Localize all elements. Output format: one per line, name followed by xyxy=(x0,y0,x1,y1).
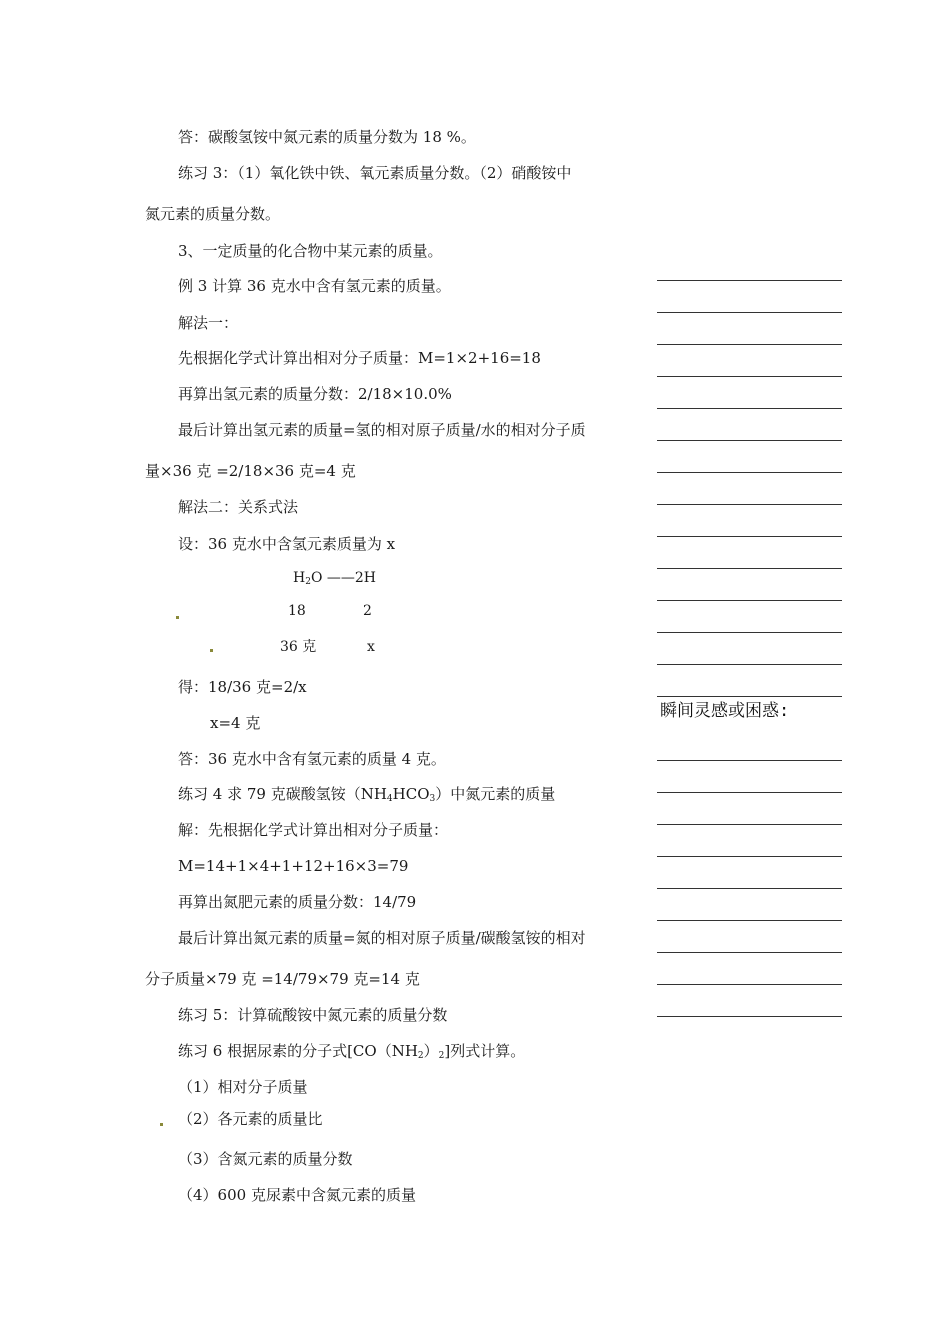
exercise-6-sub-2: 2 xyxy=(438,1051,445,1061)
exercise-6-sub-1: 2 xyxy=(417,1051,424,1061)
solution-step-1-formula: M=14+1×4+1+12+16×3=79 xyxy=(178,857,409,875)
note-line xyxy=(657,952,842,953)
relation-row-2-b: x xyxy=(367,639,375,655)
exercise-6-item-4: （4）600 克尿素中含氮元素的质量 xyxy=(178,1186,416,1204)
exercise-6 xyxy=(178,1041,525,1066)
relation-h: H xyxy=(293,570,306,586)
exercise-6-item-2: （2）各元素的质量比 xyxy=(178,1110,323,1128)
exercise-4-sub-2: 3 xyxy=(429,794,436,804)
note-line xyxy=(657,600,842,601)
note-line xyxy=(657,408,842,409)
note-line xyxy=(657,376,842,377)
relation-rest: O ——2H xyxy=(310,570,376,586)
answer-line-2: 答：36 克水中含有氢元素的质量 4 克。 xyxy=(178,750,446,768)
section-3-heading: 3、一定质量的化合物中某元素的质量。 xyxy=(178,242,443,260)
exercise-6-item-3: （3）含氮元素的质量分数 xyxy=(178,1150,353,1168)
exercise-3-cont: 氮元素的质量分数。 xyxy=(145,205,281,223)
exercise-4 xyxy=(178,784,555,809)
note-line xyxy=(657,472,842,473)
note-line xyxy=(657,536,842,537)
relation-row-1-b: 2 xyxy=(363,603,372,619)
method-1-step-1: 先根据化学式计算出相对分子质量：M=1×2+16=18 xyxy=(178,349,541,367)
note-line xyxy=(657,664,842,665)
method-1-step-3: 最后计算出氢元素的质量=氢的相对原子质量/水的相对分子质 xyxy=(178,421,586,439)
note-line xyxy=(657,856,842,857)
result-value: x=4 克 xyxy=(210,714,261,732)
solution-step-3-cont: 分子质量×79 克 =14/79×79 克=14 克 xyxy=(145,970,420,988)
exercise-3-line: 练习 3：（1）氧化铁中铁、氧元素质量分数。（2）硝酸铵中 xyxy=(178,164,572,182)
stray-dot xyxy=(210,649,213,652)
note-line xyxy=(657,984,842,985)
method-2-heading: 解法二：关系式法 xyxy=(178,498,299,516)
exercise-4-sub-1: 4 xyxy=(386,794,393,804)
exercise-6-part-b: ） xyxy=(423,1042,439,1060)
example-3: 例 3 计算 36 克水中含有氢元素的质量。 xyxy=(178,277,451,295)
exercise-4-part-b: HCO xyxy=(392,785,430,803)
exercise-5: 练习 5：计算硫酸铵中氮元素的质量分数 xyxy=(178,1006,448,1024)
method-2-let: 设：36 克水中含氢元素质量为 x xyxy=(178,535,396,553)
note-line xyxy=(657,568,842,569)
note-line xyxy=(657,792,842,793)
method-1-step-2: 再算出氢元素的质量分数：2/18×10.0% xyxy=(178,385,452,403)
exercise-4-part-a: 练习 4 求 79 克碳酸氢铵（NH xyxy=(178,785,387,803)
note-line xyxy=(657,504,842,505)
result-equation: 得：18/36 克=2/x xyxy=(178,678,307,696)
note-line xyxy=(657,632,842,633)
note-line xyxy=(657,696,842,697)
relation-row-2-a: 36 克 xyxy=(280,639,317,655)
exercise-6-item-1: （1）相对分子质量 xyxy=(178,1078,308,1096)
method-1-step-3-cont: 量×36 克 =2/18×36 克=4 克 xyxy=(145,462,356,480)
stray-dot xyxy=(160,1123,163,1126)
note-line xyxy=(657,312,842,313)
sidebar-title: 瞬间灵感或困惑: xyxy=(660,701,790,721)
note-line xyxy=(657,760,842,761)
relation-sub: 2 xyxy=(305,577,311,587)
stray-dot xyxy=(176,616,179,619)
exercise-6-part-c: ]列式计算。 xyxy=(444,1042,526,1060)
solution-step-2: 再算出氮肥元素的质量分数：14/79 xyxy=(178,893,417,911)
method-1-heading: 解法一： xyxy=(178,314,239,332)
exercise-6-part-a: 练习 6 根据尿素的分子式[CO（NH xyxy=(178,1042,418,1060)
answer-line-1: 答：碳酸氢铵中氮元素的质量分数为 18 %。 xyxy=(178,128,476,146)
solution-step-1: 解：先根据化学式计算出相对分子质量： xyxy=(178,821,449,839)
relation-formula xyxy=(293,568,376,592)
note-line xyxy=(657,888,842,889)
note-line xyxy=(657,920,842,921)
note-line xyxy=(657,824,842,825)
note-line xyxy=(657,344,842,345)
solution-step-3: 最后计算出氮元素的质量=氮的相对原子质量/碳酸氢铵的相对 xyxy=(178,929,586,947)
note-line xyxy=(657,440,842,441)
note-line xyxy=(657,280,842,281)
relation-row-1-a: 18 xyxy=(288,603,306,619)
exercise-4-part-c: ）中氮元素的质量 xyxy=(435,785,556,803)
note-line xyxy=(657,1016,842,1017)
